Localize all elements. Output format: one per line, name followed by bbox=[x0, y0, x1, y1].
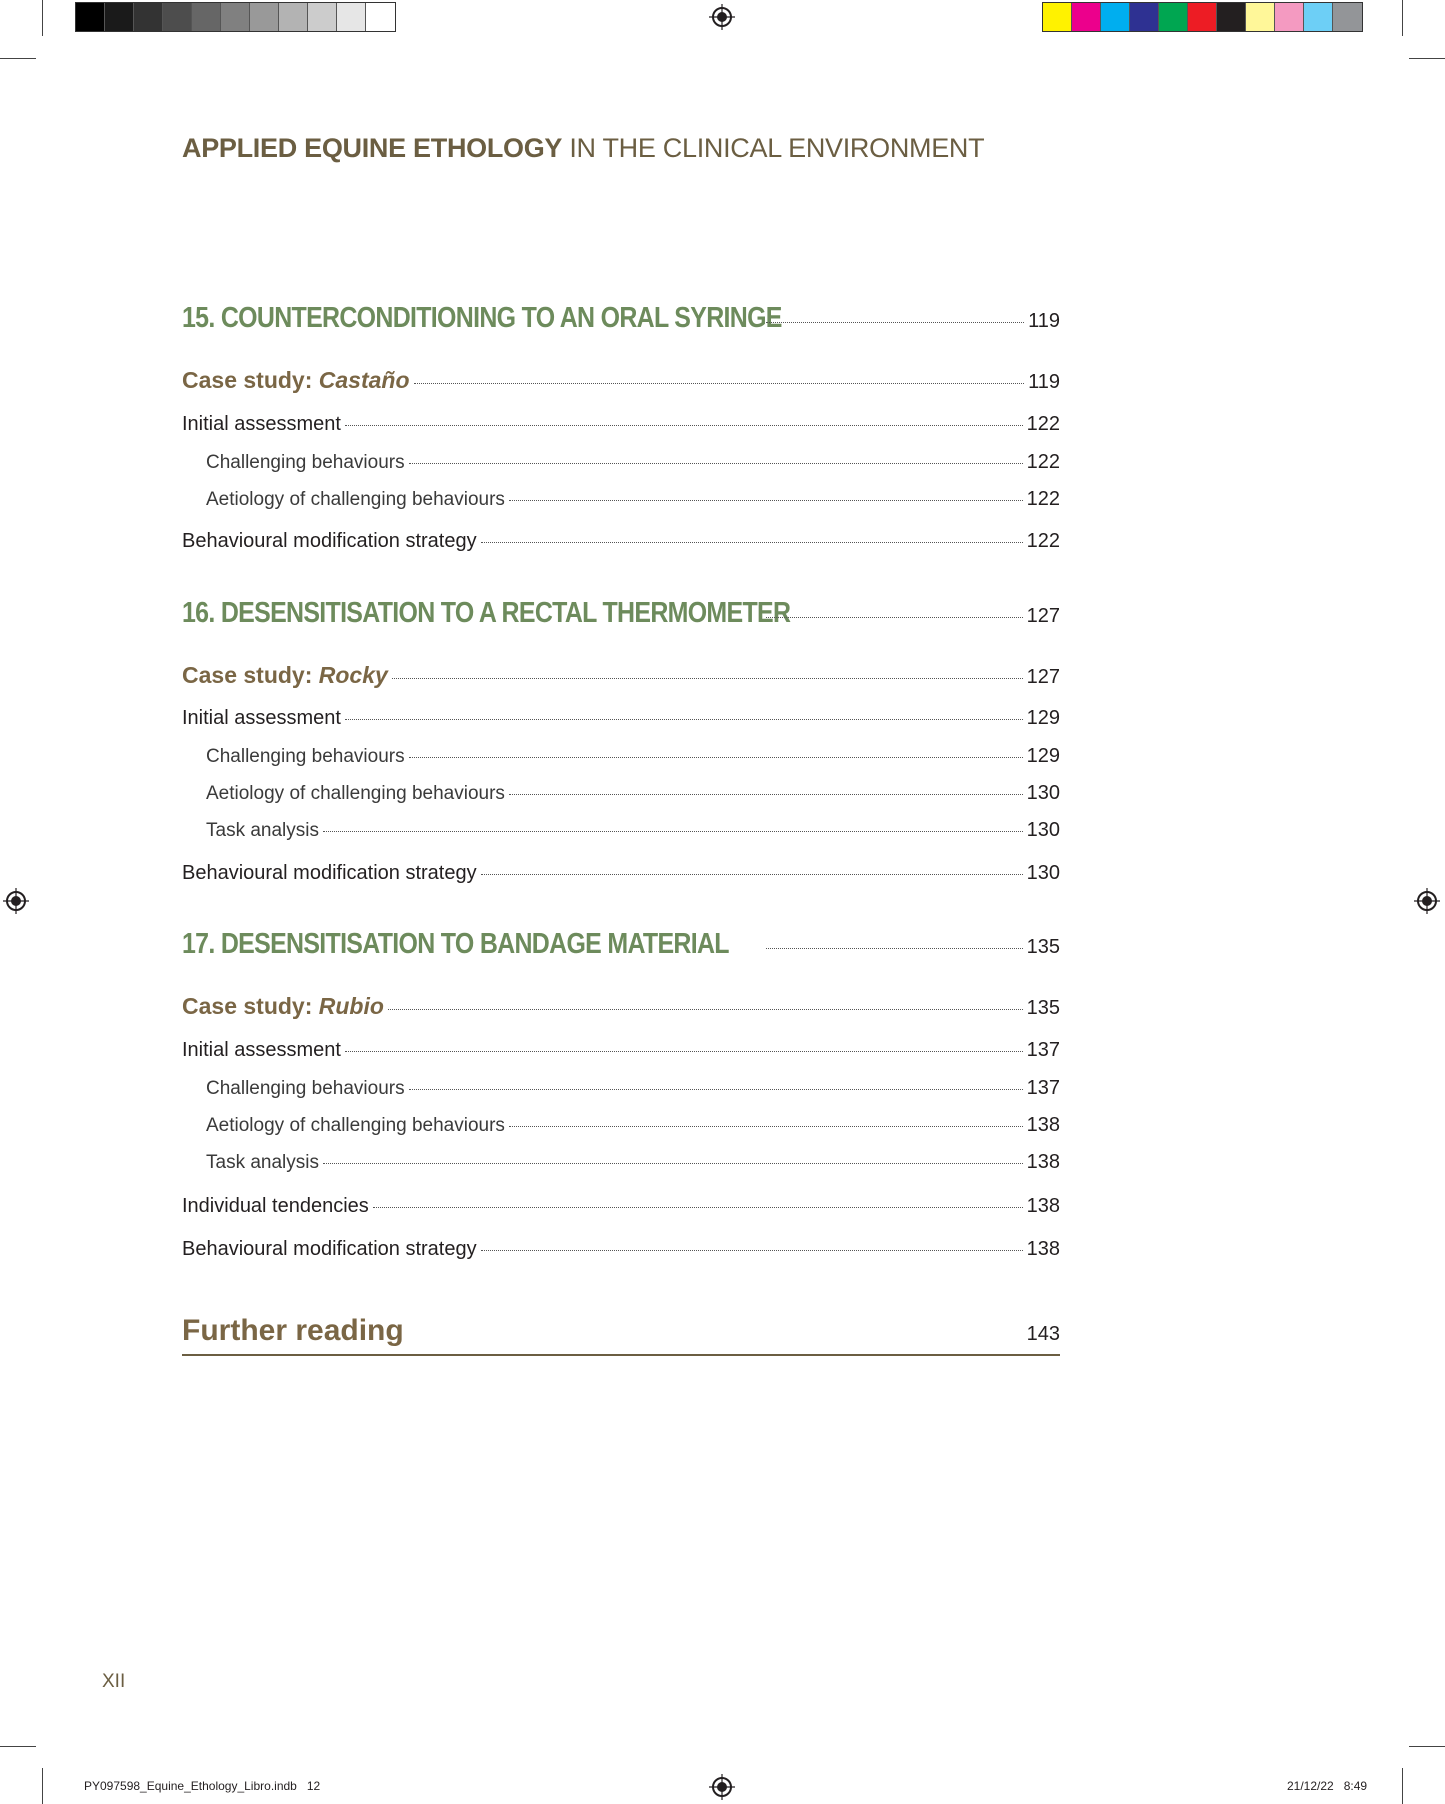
toc-entry[interactable] bbox=[182, 413, 1060, 436]
entry-label: Individual tendencies bbox=[182, 1195, 369, 1217]
entry-label: Aetiology of challenging behaviours bbox=[206, 1115, 505, 1136]
color-swatch bbox=[1275, 3, 1304, 31]
color-swatch bbox=[337, 3, 366, 31]
page-number: 143 bbox=[1026, 1323, 1060, 1345]
color-swatch bbox=[250, 3, 279, 31]
folio-page-number: XII bbox=[102, 1671, 126, 1692]
crop-mark bbox=[42, 0, 43, 36]
registration-mark-icon bbox=[709, 4, 735, 30]
entry-label: Aetiology of challenging behaviours bbox=[206, 489, 505, 510]
leader-dots bbox=[345, 1051, 1023, 1052]
case-study-label bbox=[182, 662, 388, 689]
chapter-title: 15. COUNTERCONDITIONING TO AN ORAL SYRINGE bbox=[182, 302, 782, 334]
color-swatch bbox=[134, 3, 163, 31]
case-study-label bbox=[182, 367, 410, 394]
toc-entry[interactable] bbox=[182, 862, 1060, 885]
color-swatch bbox=[1333, 3, 1362, 31]
toc-subentry[interactable] bbox=[182, 451, 1060, 474]
entry-label: Challenging behaviours bbox=[206, 746, 405, 767]
page-number: 137 bbox=[1026, 1077, 1060, 1099]
page-number: 119 bbox=[1028, 371, 1060, 393]
leader-dots bbox=[766, 617, 1023, 618]
toc-subentry[interactable] bbox=[182, 488, 1060, 511]
toc-entry[interactable] bbox=[182, 707, 1060, 730]
case-study-prefix: Case study: bbox=[182, 367, 319, 393]
toc-subentry[interactable] bbox=[182, 1077, 1060, 1100]
color-swatch bbox=[163, 3, 192, 31]
color-swatch bbox=[366, 3, 395, 31]
case-study-name: Castaño bbox=[318, 367, 410, 393]
leader-dots bbox=[323, 1163, 1023, 1164]
toc-case-study[interactable] bbox=[182, 367, 1060, 394]
color-swatch bbox=[221, 3, 250, 31]
case-study-prefix: Case study: bbox=[182, 662, 319, 688]
page-number: 135 bbox=[1026, 997, 1060, 1019]
leader-dots bbox=[481, 1250, 1023, 1251]
slug-filename: PY097598_Equine_Ethology_Libro.indb 12 bbox=[84, 1779, 321, 1793]
toc-subentry[interactable] bbox=[182, 782, 1060, 805]
leader-dots bbox=[409, 463, 1023, 464]
toc-entry[interactable] bbox=[182, 1238, 1060, 1261]
toc-subentry[interactable] bbox=[182, 819, 1060, 842]
leader-dots bbox=[509, 794, 1023, 795]
running-header-bold: APPLIED EQUINE ETHOLOGY bbox=[182, 133, 563, 163]
color-swatch bbox=[308, 3, 337, 31]
entry-label: Task analysis bbox=[206, 820, 319, 841]
color-swatch bbox=[1072, 3, 1101, 31]
entry-label: Behavioural modification strategy bbox=[182, 530, 477, 552]
color-swatch bbox=[76, 3, 105, 31]
entry-label: Aetiology of challenging behaviours bbox=[206, 783, 505, 804]
color-swatch bbox=[1304, 3, 1333, 31]
leader-dots bbox=[481, 542, 1023, 543]
registration-mark-icon bbox=[709, 1774, 735, 1800]
page-number: 138 bbox=[1026, 1195, 1060, 1217]
page-number: 122 bbox=[1026, 488, 1060, 510]
color-swatch bbox=[105, 3, 134, 31]
leader-dots bbox=[345, 425, 1023, 426]
process-color-bar bbox=[1042, 2, 1363, 32]
page-number: 130 bbox=[1026, 862, 1060, 884]
case-study-label bbox=[182, 993, 384, 1020]
page-number: 130 bbox=[1026, 819, 1060, 841]
toc-chapter-15[interactable] bbox=[182, 302, 1060, 335]
page-number: 138 bbox=[1026, 1114, 1060, 1136]
toc-case-study[interactable] bbox=[182, 662, 1060, 689]
entry-label: Challenging behaviours bbox=[206, 1078, 405, 1099]
leader-dots bbox=[509, 500, 1023, 501]
page-number: 127 bbox=[1026, 605, 1060, 627]
chapter-title: 17. DESENSITISATION TO BANDAGE MATERIAL bbox=[182, 928, 729, 960]
chapter-title: 16. DESENSITISATION TO A RECTAL THERMOMETER bbox=[182, 597, 791, 629]
crop-mark bbox=[1409, 58, 1445, 59]
leader-dots bbox=[766, 948, 1023, 949]
further-reading-label: Further reading bbox=[182, 1314, 404, 1347]
page-number: 119 bbox=[1028, 310, 1060, 332]
crop-mark bbox=[42, 1768, 43, 1804]
page-number: 122 bbox=[1026, 413, 1060, 435]
leader-dots bbox=[388, 1009, 1023, 1010]
case-study-name: Rubio bbox=[318, 993, 384, 1019]
entry-label: Initial assessment bbox=[182, 707, 341, 729]
page-number: 129 bbox=[1026, 745, 1060, 767]
page-number: 122 bbox=[1026, 530, 1060, 552]
toc-entry[interactable] bbox=[182, 1195, 1060, 1218]
leader-dots bbox=[392, 678, 1023, 679]
crop-mark bbox=[1402, 0, 1403, 36]
case-study-name: Rocky bbox=[318, 662, 388, 688]
color-swatch bbox=[1246, 3, 1275, 31]
toc-chapter-17[interactable] bbox=[182, 928, 1060, 961]
entry-label: Challenging behaviours bbox=[206, 452, 405, 473]
running-header-regular: IN THE CLINICAL ENVIRONMENT bbox=[562, 133, 985, 163]
entry-label: Initial assessment bbox=[182, 1039, 341, 1061]
toc-case-study[interactable] bbox=[182, 993, 1060, 1020]
running-header bbox=[182, 133, 984, 164]
page-number: 138 bbox=[1026, 1238, 1060, 1260]
leader-dots bbox=[409, 1089, 1023, 1090]
color-swatch bbox=[279, 3, 308, 31]
page-number: 122 bbox=[1026, 451, 1060, 473]
leader-dots bbox=[373, 1207, 1023, 1208]
entry-label: Task analysis bbox=[206, 1152, 319, 1173]
color-swatch bbox=[1043, 3, 1072, 31]
color-swatch bbox=[192, 3, 221, 31]
toc-subentry[interactable] bbox=[182, 1151, 1060, 1174]
entry-label: Behavioural modification strategy bbox=[182, 862, 477, 884]
toc-further-reading[interactable] bbox=[182, 1314, 1060, 1356]
color-swatch bbox=[1217, 3, 1246, 31]
leader-dots bbox=[481, 874, 1023, 875]
leader-dots bbox=[766, 322, 1024, 323]
leader-dots bbox=[414, 383, 1025, 384]
leader-dots bbox=[509, 1126, 1023, 1127]
registration-mark-icon bbox=[1414, 888, 1440, 914]
page-number: 137 bbox=[1026, 1039, 1060, 1061]
toc-subentry[interactable] bbox=[182, 1114, 1060, 1137]
color-swatch bbox=[1101, 3, 1130, 31]
page-number: 130 bbox=[1026, 782, 1060, 804]
crop-mark bbox=[1409, 1746, 1445, 1747]
slug-datetime: 21/12/22 8:49 bbox=[1287, 1779, 1368, 1793]
crop-mark bbox=[0, 1746, 36, 1747]
entry-label: Initial assessment bbox=[182, 413, 341, 435]
color-swatch bbox=[1130, 3, 1159, 31]
leader-dots bbox=[323, 831, 1023, 832]
entry-label: Behavioural modification strategy bbox=[182, 1238, 477, 1260]
crop-mark bbox=[0, 58, 36, 59]
leader-dots bbox=[409, 757, 1023, 758]
registration-mark-icon bbox=[3, 888, 29, 914]
case-study-prefix: Case study: bbox=[182, 993, 319, 1019]
toc-chapter-16[interactable] bbox=[182, 597, 1060, 630]
crop-mark bbox=[1402, 1768, 1403, 1804]
toc-entry[interactable] bbox=[182, 1039, 1060, 1062]
page-number: 127 bbox=[1026, 666, 1060, 688]
toc-entry[interactable] bbox=[182, 530, 1060, 553]
page-number: 129 bbox=[1026, 707, 1060, 729]
color-swatch bbox=[1188, 3, 1217, 31]
color-swatch bbox=[1159, 3, 1188, 31]
grayscale-color-bar bbox=[75, 2, 396, 32]
toc-subentry[interactable] bbox=[182, 745, 1060, 768]
leader-dots bbox=[345, 719, 1023, 720]
page-number: 138 bbox=[1026, 1151, 1060, 1173]
page-number: 135 bbox=[1026, 936, 1060, 958]
